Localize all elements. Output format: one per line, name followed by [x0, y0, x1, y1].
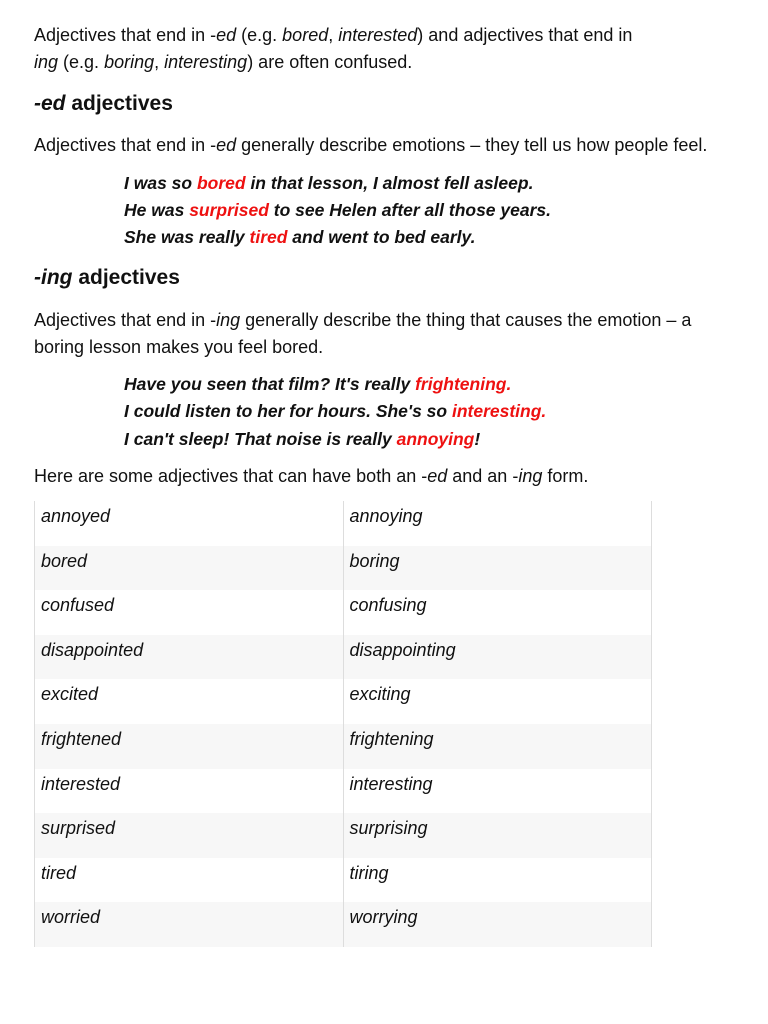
- ing-cell: annoying: [343, 501, 652, 546]
- ing-cell: exciting: [343, 679, 652, 724]
- intro-text: ed: [427, 466, 448, 486]
- example-text: I can't sleep! That noise is really: [124, 429, 397, 449]
- example-text: in that lesson, I almost fell asleep.: [245, 173, 534, 193]
- ed-example-2: [124, 197, 551, 224]
- table-row: [35, 501, 652, 546]
- desc-text: generally describe emotions – they tell us how people feel.: [236, 135, 708, 155]
- ed-description: [34, 132, 707, 159]
- table-row: [35, 858, 652, 903]
- desc-text: generally describe the thing that causes the emotion – a: [240, 310, 692, 330]
- example-text: I was so: [124, 173, 197, 193]
- intro-text: ) and adjectives that end in: [417, 25, 633, 45]
- ing-cell: confusing: [343, 590, 652, 635]
- ed-cell: disappointed: [35, 635, 344, 680]
- example-highlight: annoying: [396, 429, 475, 449]
- intro-paragraph: [34, 22, 632, 76]
- ed-example-3: [124, 224, 475, 251]
- example-highlight: interesting.: [451, 401, 547, 421]
- desc-text: Adjectives that end in -: [34, 135, 217, 155]
- intro-text: ing: [518, 466, 543, 486]
- table-row: [35, 902, 652, 947]
- intro-text: interesting: [164, 52, 248, 72]
- desc-text: ing: [216, 310, 241, 330]
- example-highlight: bored: [196, 173, 246, 193]
- intro-text: boring: [104, 52, 155, 72]
- intro-text: (e.g.: [58, 52, 105, 72]
- intro-text: ed: [216, 25, 237, 45]
- example-text: I could listen to her for hours. She's so: [124, 401, 452, 421]
- ing-cell: surprising: [343, 813, 652, 858]
- ed-cell: surprised: [35, 813, 344, 858]
- heading-text: adjectives: [72, 266, 180, 289]
- ed-cell: excited: [35, 679, 344, 724]
- ing-cell: tiring: [343, 858, 652, 903]
- ed-heading: [34, 90, 173, 118]
- ing-cell: boring: [343, 546, 652, 591]
- ing-example-3: [124, 426, 480, 453]
- desc-text: boring lesson makes you feel bored.: [34, 337, 324, 357]
- table-row: [35, 724, 652, 769]
- ed-cell: frightened: [35, 724, 344, 769]
- ed-example-1: [124, 170, 533, 197]
- table-intro: [34, 463, 588, 490]
- ed-cell: confused: [35, 590, 344, 635]
- table-row: [35, 635, 652, 680]
- heading-text: -ing: [34, 266, 73, 289]
- intro-text: Adjectives that end in -: [34, 25, 217, 45]
- ed-cell: tired: [35, 858, 344, 903]
- table-row: [35, 546, 652, 591]
- intro-text: bored: [282, 25, 329, 45]
- ing-cell: interesting: [343, 769, 652, 814]
- example-text: He was: [124, 200, 190, 220]
- desc-text: ed: [216, 135, 237, 155]
- example-text: Have you seen that film? It's really: [124, 374, 416, 394]
- example-highlight: tired: [249, 227, 288, 247]
- example-highlight: surprised: [189, 200, 269, 220]
- ing-description: [34, 307, 691, 361]
- ing-example-1: [124, 371, 511, 398]
- intro-text: interested: [338, 25, 418, 45]
- ing-cell: worrying: [343, 902, 652, 947]
- example-text: !: [474, 429, 481, 449]
- table-row: [35, 813, 652, 858]
- heading-text: -ed: [34, 92, 66, 115]
- ed-cell: worried: [35, 902, 344, 947]
- ing-cell: disappointing: [343, 635, 652, 680]
- intro-text: ) are often confused.: [247, 52, 413, 72]
- example-highlight: frightening.: [415, 374, 512, 394]
- table-row: [35, 769, 652, 814]
- intro-text: ,: [154, 52, 165, 72]
- table-row: [35, 590, 652, 635]
- intro-text: and an -: [447, 466, 519, 486]
- example-text: She was really: [124, 227, 250, 247]
- ed-cell: annoyed: [35, 501, 344, 546]
- ed-cell: interested: [35, 769, 344, 814]
- intro-text: form.: [542, 466, 589, 486]
- ed-cell: bored: [35, 546, 344, 591]
- intro-text: ,: [328, 25, 339, 45]
- ing-heading: [34, 264, 180, 292]
- intro-text: Here are some adjectives that can have both an -: [34, 466, 428, 486]
- example-text: to see Helen after all those years.: [268, 200, 552, 220]
- ing-example-2: [124, 398, 546, 425]
- intro-text: (e.g.: [236, 25, 283, 45]
- ing-cell: frightening: [343, 724, 652, 769]
- table-row: [35, 679, 652, 724]
- example-text: and went to bed early.: [287, 227, 476, 247]
- desc-text: Adjectives that end in -: [34, 310, 217, 330]
- intro-text: ing: [34, 52, 59, 72]
- adjective-table: [34, 501, 652, 947]
- heading-text: adjectives: [65, 92, 173, 115]
